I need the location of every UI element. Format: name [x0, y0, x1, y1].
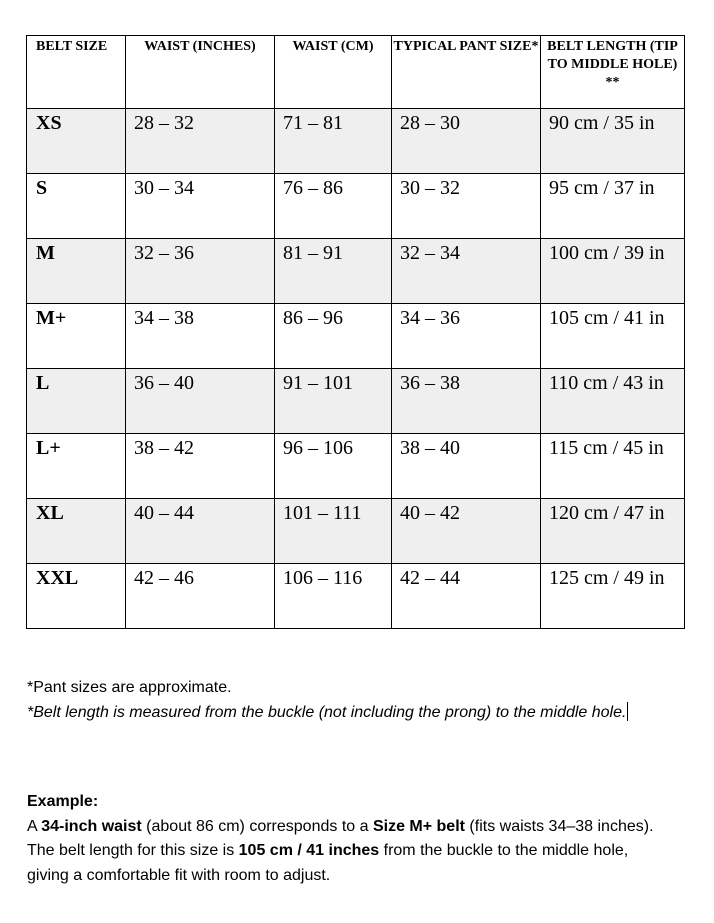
table-header-row: [27, 36, 685, 109]
waist-inches-cell: 28 – 32: [126, 109, 275, 174]
size-cell: S: [27, 174, 126, 239]
example-paragraph: [27, 815, 667, 889]
waist-inches-cell: 32 – 36: [126, 239, 275, 304]
header-pant-size: TYPICAL PANT SIZE*: [392, 36, 541, 109]
size-cell: XXL: [27, 564, 126, 629]
table-row: [27, 369, 685, 434]
example-text: (about 86 cm) corresponds to a: [141, 817, 373, 835]
waist-cm-cell: 101 – 111: [275, 499, 392, 564]
belt-length-footnote-text: *Belt length is measured from the buckle (not including the prong) to the middle hole.: [27, 703, 627, 721]
waist-cm-cell: 96 – 106: [275, 434, 392, 499]
pant-size-cell: 40 – 42: [392, 499, 541, 564]
waist-cm-cell: 81 – 91: [275, 239, 392, 304]
example-text: from the buckle to the middle hole, giving a comfortable fit with room to adjust.: [27, 842, 629, 884]
waist-inches-cell: 36 – 40: [126, 369, 275, 434]
size-cell: XS: [27, 109, 126, 174]
example-length-emphasis: 105 cm / 41 inches: [238, 842, 380, 859]
size-cell: XL: [27, 499, 126, 564]
belt-length-cell: 125 cm / 49 in: [541, 564, 685, 629]
header-waist-cm: WAIST (CM): [275, 36, 392, 109]
size-cell: M: [27, 239, 126, 304]
waist-inches-cell: 40 – 44: [126, 499, 275, 564]
table-row: [27, 564, 685, 629]
belt-length-cell: 95 cm / 37 in: [541, 174, 685, 239]
waist-cm-cell: 91 – 101: [275, 369, 392, 434]
pant-size-cell: 42 – 44: [392, 564, 541, 629]
waist-inches-cell: 42 – 46: [126, 564, 275, 629]
text-cursor: [627, 702, 628, 721]
belt-length-cell: 100 cm / 39 in: [541, 239, 685, 304]
belt-length-cell: 120 cm / 47 in: [541, 499, 685, 564]
table-row: [27, 109, 685, 174]
header-belt-size: BELT SIZE: [27, 36, 126, 109]
example-heading: Example:: [27, 793, 99, 810]
waist-cm-cell: 71 – 81: [275, 109, 392, 174]
table-row: [27, 239, 685, 304]
waist-cm-cell: 76 – 86: [275, 174, 392, 239]
pant-size-cell: 36 – 38: [392, 369, 541, 434]
waist-inches-cell: 34 – 38: [126, 304, 275, 369]
belt-length-cell: 105 cm / 41 in: [541, 304, 685, 369]
size-cell: L: [27, 369, 126, 434]
table-row: [27, 174, 685, 239]
pant-size-footnote: *Pant sizes are approximate.: [27, 679, 232, 696]
waist-inches-cell: 38 – 42: [126, 434, 275, 499]
belt-size-table: [26, 35, 685, 629]
pant-size-cell: 30 – 32: [392, 174, 541, 239]
table-row: [27, 304, 685, 369]
waist-cm-cell: 106 – 116: [275, 564, 392, 629]
pant-size-cell: 38 – 40: [392, 434, 541, 499]
pant-size-cell: 32 – 34: [392, 239, 541, 304]
pant-size-cell: 28 – 30: [392, 109, 541, 174]
header-belt-length: BELT LENGTH (TIP TO MIDDLE HOLE) **: [541, 36, 685, 109]
size-cell: M+: [27, 304, 126, 369]
waist-cm-cell: 86 – 96: [275, 304, 392, 369]
size-cell: L+: [27, 434, 126, 499]
table-row: [27, 434, 685, 499]
example-size-emphasis: Size M+ belt: [372, 817, 465, 835]
belt-length-cell: 110 cm / 43 in: [541, 369, 685, 434]
example-section: [27, 790, 667, 888]
pant-size-cell: 34 – 36: [392, 304, 541, 369]
example-text: (fits waists 34–38 inches). The belt length for this size is: [27, 817, 654, 859]
example-waist-emphasis: 34-inch waist: [41, 817, 142, 835]
table-row: [27, 499, 685, 564]
belt-length-cell: 115 cm / 45 in: [541, 434, 685, 499]
waist-inches-cell: 30 – 34: [126, 174, 275, 239]
belt-length-cell: 90 cm / 35 in: [541, 109, 685, 174]
belt-length-footnote[interactable]: [27, 701, 667, 726]
example-text: A: [27, 817, 42, 835]
footnotes: [27, 676, 667, 725]
header-waist-inches: WAIST (INCHES): [126, 36, 275, 109]
